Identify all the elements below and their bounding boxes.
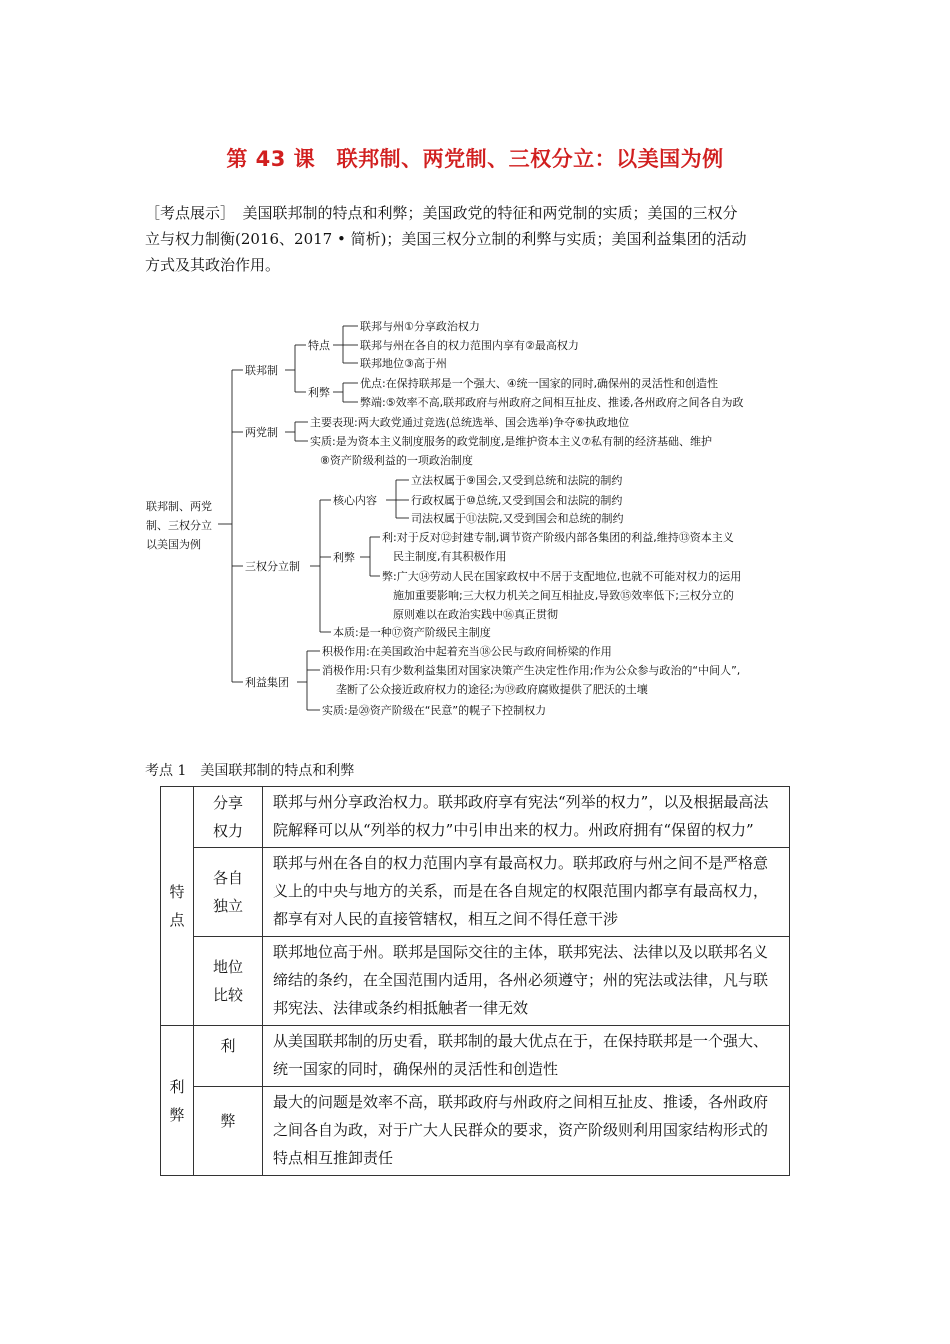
- row-text: 联邦与州在各自的权力范围内享有最高权力。联邦政府与州之间不是严格意义上的中央与地方的关系，而是在各自规定的权限范围内都享有最高权力，都享有对人民的直接管辖权，相互之间不得任意干涉: [263, 848, 790, 937]
- federal-feature-3: 联邦地位③高于州: [360, 357, 447, 370]
- knowledge-mindmap: [0, 310, 950, 730]
- root-line: 制、三权分立: [146, 519, 212, 532]
- federal-pro: 优点:在保持联邦是一个强大、④统一国家的同时,确保州的灵活性和创造性: [360, 377, 719, 390]
- interest-line-2: 消极作用:只有少数利益集团对国家决策产生决定性作用;作为公众参与政治的“中间人”,: [322, 664, 741, 677]
- interest-line-4: 实质:是⑳资产阶级在“民意”的幌子下控制权力: [322, 704, 547, 717]
- interest-line-1: 积极作用:在美国政治中起着充当⑱公民与政府间桥梁的作用: [322, 645, 612, 658]
- table-row: [161, 937, 790, 1026]
- sep-core-1: 立法权属于⑨国会,又受到总统和法院的制约: [411, 474, 623, 487]
- sep-con-3: 原则难以在政治实践中⑯真正贯彻: [393, 608, 558, 621]
- table-row: [161, 1026, 790, 1087]
- branch-separation: 三权分立制: [245, 560, 300, 573]
- row-text: 联邦与州分享政治权力。联邦政府享有宪法“列举的权力”，以及根据最高法院解释可以从“列举的权力”中引申出来的权力。州政府拥有“保留的权力”: [263, 787, 790, 848]
- sep-essence: 本质:是一种⑰资产阶级民主制度: [333, 626, 491, 639]
- federal-features: 特点: [308, 339, 330, 352]
- twoparty-line-3: ⑧资产阶级利益的一项政治制度: [320, 454, 473, 467]
- row-label: 各自独立: [194, 848, 263, 937]
- category-pros-cons: 利弊: [161, 1026, 194, 1176]
- intro-line: 立与权力制衡(2016、2017 • 简析)；美国三权分立制的利弊与实质；美国利益集团的活动: [145, 230, 747, 248]
- root-line: 以美国为例: [146, 538, 201, 551]
- sep-con-2: 施加重要影响;三大权力机关之间互相扯皮,导致⑮效率低下;三权分立的: [393, 589, 734, 602]
- branch-interest-groups: 利益集团: [245, 676, 289, 689]
- page-title: 第 43 课 联邦制、两党制、三权分立：以美国为例: [226, 147, 724, 171]
- federal-con: 弊端:⑤效率不高,联邦政府与州政府之间相互扯皮、推诿,各州政府之间各自为政: [360, 396, 744, 409]
- category-features: 特点: [161, 787, 194, 1026]
- sep-core-3: 司法权属于⑪法院,又受到国会和总统的制约: [411, 512, 624, 525]
- root-line: 联邦制、两党: [146, 500, 212, 513]
- row-label: 利: [194, 1026, 263, 1087]
- intro-line: 方式及其政治作用。: [145, 256, 281, 274]
- sep-pro-1: 利:对于反对⑫封建专制,调节资产阶级内部各集团的利益,维持⑬资本主义: [382, 531, 734, 544]
- federal-pros-cons: 利弊: [308, 386, 330, 399]
- table-row: [161, 787, 790, 848]
- branch-twoparty: 两党制: [245, 426, 278, 439]
- table-row: [161, 848, 790, 937]
- row-label: 弊: [194, 1087, 263, 1176]
- sep-core-2: 行政权属于⑩总统,又受到国会和法院的制约: [411, 494, 623, 507]
- row-text: 从美国联邦制的历史看，联邦制的最大优点在于，在保持联邦是一个强大、统一国家的同时，确保州的灵活性和创造性: [263, 1026, 790, 1087]
- row-label: 地位比较: [194, 937, 263, 1026]
- intro-line: ［考点展示］ 美国联邦制的特点和利弊；美国政党的特征和两党制的实质；美国的三权分: [145, 204, 738, 222]
- interest-line-3: 垄断了公众接近政府权力的途径;为⑲政府腐败提供了肥沃的土壤: [336, 683, 648, 696]
- federalism-table: [160, 786, 790, 1176]
- federal-feature-2: 联邦与州在各自的权力范围内享有②最高权力: [360, 339, 579, 352]
- row-text: 最大的问题是效率不高，联邦政府与州政府之间相互扯皮、推诿，各州政府之间各自为政，对于广大人民群众的要求，资产阶级则利用国家结构形式的特点相互推卸责任: [263, 1087, 790, 1176]
- twoparty-line-2: 实质:是为资本主义制度服务的政党制度,是维护资本主义⑦私有制的经济基础、维护: [310, 435, 713, 448]
- row-text: 联邦地位高于州。联邦是国际交往的主体，联邦宪法、法律以及以联邦名义缔结的条约，在全国范围内适用，各州必须遵守；州的宪法或法律，凡与联邦宪法、法律或条约相抵触者一律无效: [263, 937, 790, 1026]
- twoparty-line-1: 主要表现:两大政党通过竞选(总统选举、国会选举)争夺⑥执政地位: [310, 416, 630, 429]
- sep-con-1: 弊:广大⑭劳动人民在国家政权中不居于支配地位,也就不可能对权力的运用: [382, 570, 742, 583]
- branch-federal: 联邦制: [245, 364, 278, 377]
- federal-feature-1: 联邦与州①分享政治权力: [360, 320, 480, 333]
- sep-core: 核心内容: [333, 494, 377, 507]
- section-title: 考点 1 美国联邦制的特点和利弊: [145, 763, 355, 779]
- row-label: 分享权力: [194, 787, 263, 848]
- sep-pro-2: 民主制度,有其积极作用: [393, 550, 507, 563]
- exam-points-intro: [145, 200, 810, 278]
- table-row: [161, 1087, 790, 1176]
- sep-pros-cons: 利弊: [333, 551, 355, 564]
